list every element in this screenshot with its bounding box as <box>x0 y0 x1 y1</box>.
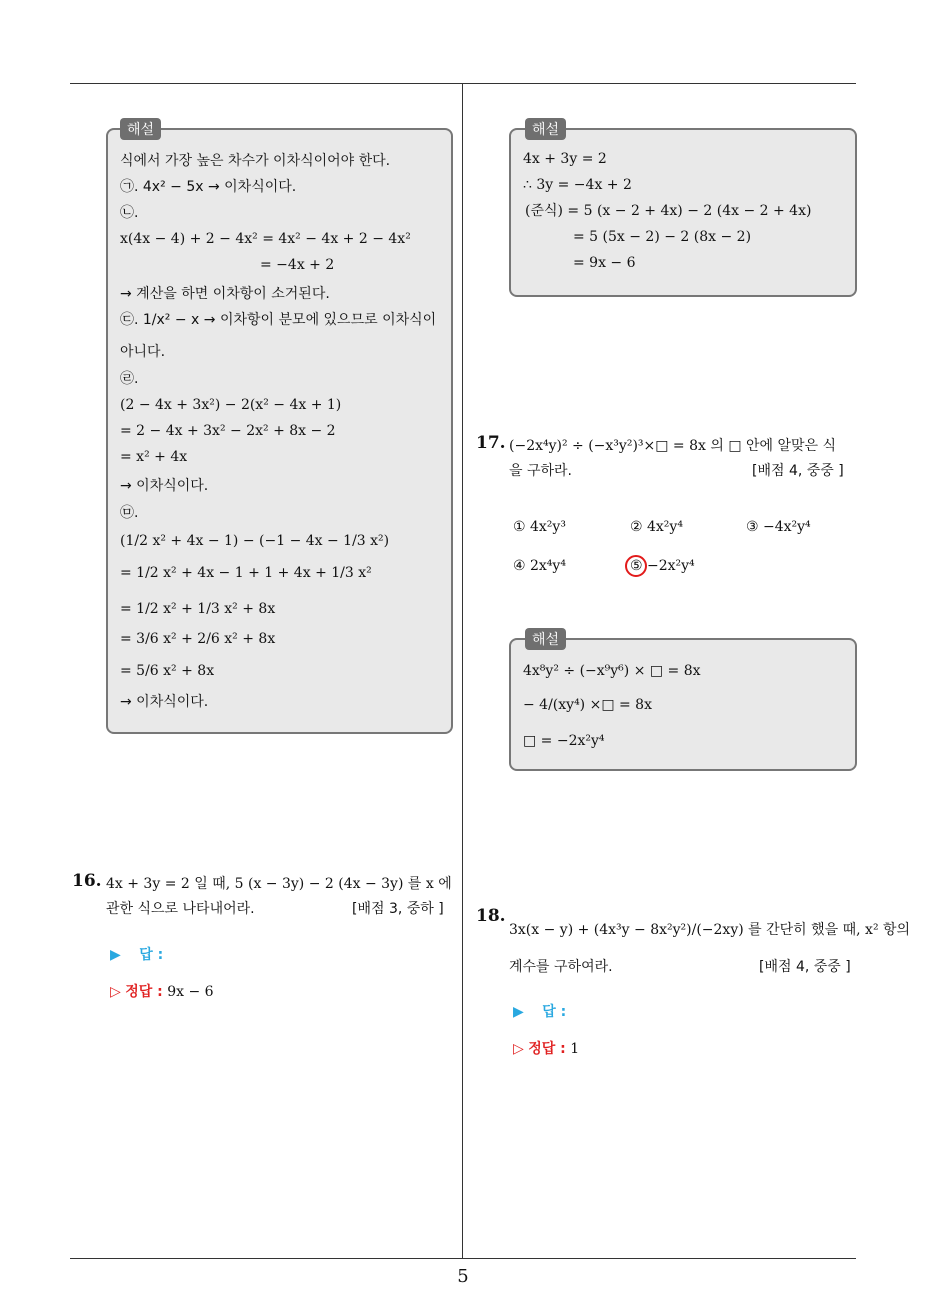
question-text: (−2x⁴y)² ÷ (−x³y²)³×□ = 8x 의 □ 안에 알맞은 식 <box>509 438 837 454</box>
solution-tag: 해설 <box>525 118 566 140</box>
top-rule <box>70 83 856 84</box>
solution-line: (준식) = 5 (x − 2 + 4x) − 2 (4x − 2 + 4x) <box>525 203 812 219</box>
solution-line: (2 − 4x + 3x²) − 2(x² − 4x + 1) <box>120 397 342 413</box>
option-3[interactable]: ③ −4x²y⁴ <box>746 519 811 535</box>
solution-line: ㉣. <box>120 371 139 387</box>
right-solution-box-2 <box>509 632 857 771</box>
question-number: 18. <box>476 906 506 926</box>
question-text: 3x(x − y) + (4x³y − 8x²y²)/(−2xy) 를 간단히 했을 때, x² 항의 <box>509 922 911 938</box>
question-text: 관한 식으로 나타내어라. <box>106 901 255 917</box>
solution-line: = 3/6 x² + 2/6 x² + 8x <box>120 631 276 647</box>
solution-line: ㉤. <box>120 505 139 521</box>
solution-line: □ = −2x²y⁴ <box>523 733 605 749</box>
option-1[interactable]: ① 4x²y³ <box>513 519 566 535</box>
solution-line: = x² + 4x <box>120 449 188 465</box>
solution-tag: 해설 <box>120 118 161 140</box>
solution-tag: 해설 <box>525 628 566 650</box>
right-solution-box-1 <box>509 122 857 297</box>
solution-line: = 5 (5x − 2) − 2 (8x − 2) <box>573 229 752 245</box>
question-number: 16. <box>72 871 102 891</box>
solution-line: ㉡. <box>120 205 139 221</box>
option-5[interactable]: ⑤ −2x²y⁴ <box>630 558 695 574</box>
solution-line: 식에서 가장 높은 차수가 이차식이어야 한다. <box>120 153 391 169</box>
solution-line: → 이차식이다. <box>120 478 209 494</box>
solution-line: = 2 − 4x + 3x² − 2x² + 8x − 2 <box>120 423 336 439</box>
correct-label: 정답 : <box>125 984 163 1000</box>
solution-line: = 5/6 x² + 8x <box>120 663 215 679</box>
answer-field[interactable] <box>110 944 163 964</box>
solution-line: → 계산을 하면 이차항이 소거된다. <box>120 286 330 302</box>
answer-label: 답 : <box>139 947 164 963</box>
solution-line: ㉠. 4x² − 5x → 이차식이다. <box>120 179 297 195</box>
solution-line: 4x + 3y = 2 <box>523 151 607 167</box>
answer-label: 답 : <box>542 1004 567 1020</box>
correct-label: 정답 : <box>528 1041 566 1057</box>
solution-line: 아니다. <box>120 344 166 360</box>
solution-line: − 4/(xy⁴) ×□ = 8x <box>523 697 652 713</box>
selected-answer-mark <box>625 555 647 577</box>
left-solution-box <box>106 122 453 734</box>
option-4[interactable]: ④ 2x⁴y⁴ <box>513 558 566 574</box>
solution-line: = 1/2 x² + 4x − 1 + 1 + 4x + 1/3 x² <box>120 565 372 581</box>
correct-value: 1 <box>570 1041 580 1057</box>
question-text: 4x + 3y = 2 일 때, 5 (x − 3y) − 2 (4x − 3y) 를 x 에 <box>106 876 452 892</box>
option-2[interactable]: ② 4x²y⁴ <box>630 519 683 535</box>
answer-arrow-icon: ▶ <box>513 1004 524 1020</box>
correct-arrow-icon: ▷ <box>513 1041 524 1057</box>
bottom-rule <box>70 1258 856 1259</box>
question-text: 계수를 구하여라. <box>509 959 613 975</box>
score-label: [배점 4, 중중 ] <box>752 463 844 479</box>
solution-line: → 이차식이다. <box>120 694 209 710</box>
solution-line: ㉢. 1/x² − x → 이차항이 분모에 있으므로 이차식이 <box>120 312 437 328</box>
solution-line: = 1/2 x² + 1/3 x² + 8x <box>120 601 276 617</box>
solution-line: = −4x + 2 <box>260 257 335 273</box>
solution-line: x(4x − 4) + 2 − 4x² = 4x² − 4x + 2 − 4x² <box>120 231 411 247</box>
correct-value: 9x − 6 <box>167 984 214 1000</box>
answer-field[interactable] <box>513 1001 566 1021</box>
solution-line: 4x⁸y² ÷ (−x⁹y⁶) × □ = 8x <box>523 663 701 679</box>
solution-line: = 9x − 6 <box>573 255 636 271</box>
page-number: 5 <box>457 1266 469 1287</box>
column-divider <box>462 83 463 1259</box>
correct-answer <box>110 981 214 1001</box>
solution-line: ∴ 3y = −4x + 2 <box>523 177 632 193</box>
question-text: 을 구하라. <box>509 463 572 479</box>
score-label: [배점 4, 중중 ] <box>759 959 851 975</box>
correct-arrow-icon: ▷ <box>110 984 121 1000</box>
answer-arrow-icon: ▶ <box>110 947 121 963</box>
correct-answer <box>513 1038 579 1058</box>
score-label: [배점 3, 중하 ] <box>352 901 444 917</box>
question-number: 17. <box>476 433 506 453</box>
solution-line: (1/2 x² + 4x − 1) − (−1 − 4x − 1/3 x²) <box>120 533 390 549</box>
